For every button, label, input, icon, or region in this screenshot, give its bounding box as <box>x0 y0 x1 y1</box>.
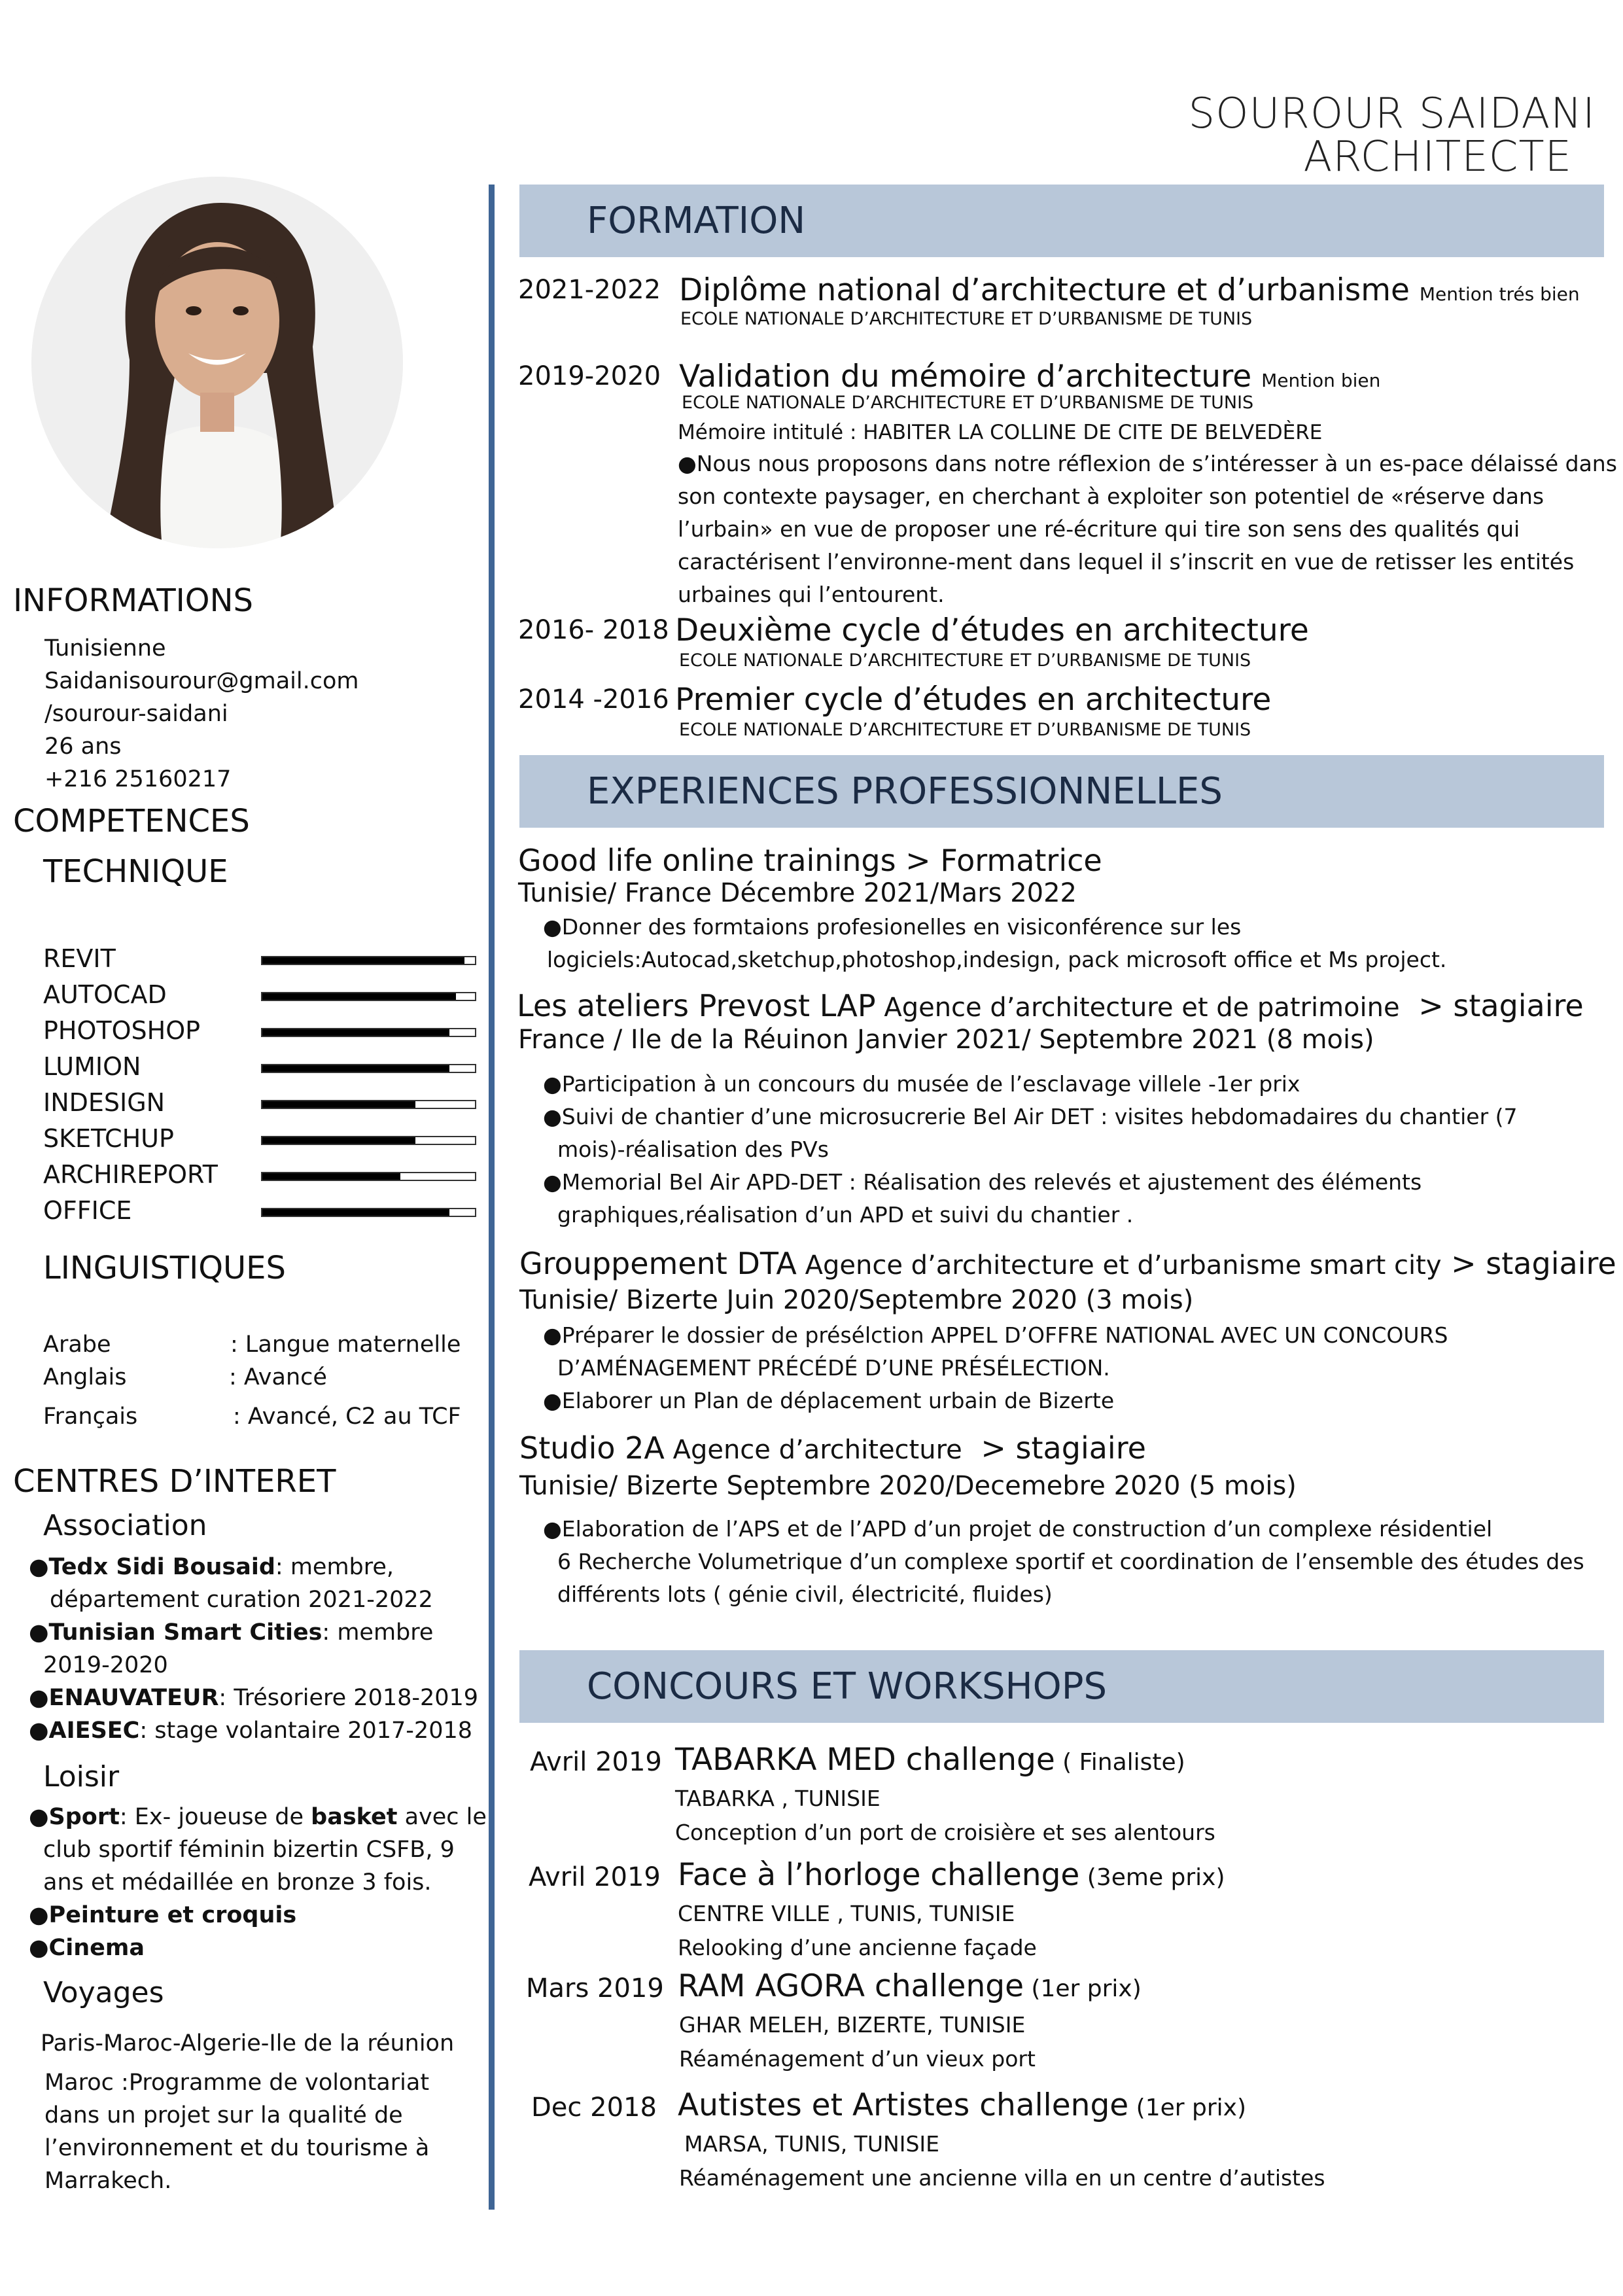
language-name: Français <box>43 1404 138 1430</box>
linguistiques-title: LINGUISTIQUES <box>43 1250 286 1286</box>
concours-desc: Réaménagement une ancienne villa en un centre d’autistes <box>679 2165 1325 2191</box>
concours-title: TABARKA MED challenge ( Finaliste) <box>675 1742 1185 1778</box>
skill-bar-fill <box>262 1029 449 1036</box>
formation-school: ECOLE NATIONALE D’ARCHITECTURE ET D’URBANISME DE TUNIS <box>682 393 1254 413</box>
association-item: ●Tunisian Smart Cities: membre <box>29 1619 434 1646</box>
association-item-cont: département curation 2021-2022 <box>50 1587 433 1613</box>
loisir-sport-cont: club sportif féminin bizertin CSFB, 9 <box>43 1837 455 1863</box>
skill-bar <box>261 1028 476 1037</box>
skill-bar <box>261 1100 476 1109</box>
concours-title: CONCOURS ET WORKSHOPS <box>587 1665 1108 1708</box>
info-nationality: Tunisienne <box>44 635 166 662</box>
job-bullet: ●Préparer le dossier de présélction APPEL D’OFFRE NATIONAL AVEC UN CONCOURS <box>543 1322 1448 1348</box>
formation-year: 2016- 2018 <box>518 615 669 645</box>
loisir-sport: ●Sport: Ex- joueuse de basket avec le <box>29 1804 487 1830</box>
voyages-countries: Paris-Maroc-Algerie-Ile de la réunion <box>41 2030 455 2057</box>
job-place: France / Ile de la Réuinon Janvier 2021/ Septembre 2021 (8 mois) <box>518 1025 1374 1055</box>
concours-place: MARSA, TUNIS, TUNISIE <box>684 2131 940 2157</box>
voyages-text: Maroc :Programme de volontariat <box>44 2070 430 2096</box>
concours-banner <box>519 1650 1604 1723</box>
job-bullet: D’AMÉNAGEMENT PRÉCÉDÉ D’UNE PRÉSÉLECTION. <box>557 1355 1110 1381</box>
interets-title: CENTRES D’INTERET <box>13 1463 336 1500</box>
formation-school: ECOLE NATIONALE D’ARCHITECTURE ET D’URBANISME DE TUNIS <box>680 309 1253 329</box>
job-place: Tunisie/ Bizerte Septembre 2020/Decemebre 2020 (5 mois) <box>519 1471 1297 1501</box>
skill-name: OFFICE <box>43 1196 132 1225</box>
memoire-desc: l’urbain» en vue de proposer une ré-écriture qui tire son sens des qualités qui <box>678 516 1520 542</box>
concours-place: CENTRE VILLE , TUNIS, TUNISIE <box>678 1901 1015 1926</box>
formation-degree: Deuxième cycle d’études en architecture <box>675 612 1309 648</box>
info-age: 26 ans <box>44 733 122 760</box>
job-company: Studio 2A Agence d’architecture > stagiaire <box>519 1430 1146 1466</box>
language-level: : Avancé <box>229 1364 327 1390</box>
info-linkedin[interactable]: /sourour-saidani <box>44 701 228 727</box>
language-level: : Langue maternelle <box>230 1332 461 1358</box>
profile-photo <box>31 177 403 548</box>
formation-degree: Premier cycle d’études en architecture <box>675 682 1272 718</box>
job-bullet: graphiques,réalisation d’un APD et suivi du chantier . <box>557 1202 1134 1227</box>
association-title: Association <box>43 1509 207 1542</box>
loisir-sport-cont: ans et médaillée en bronze 3 fois. <box>43 1869 432 1896</box>
skill-name: REVIT <box>43 944 116 973</box>
association-item-cont: 2019-2020 <box>43 1652 168 1678</box>
formation-school: ECOLE NATIONALE D’ARCHITECTURE ET D’URBANISME DE TUNIS <box>679 720 1251 740</box>
header-role: ARCHITECTE <box>1303 133 1572 181</box>
job-place: Tunisie/ Bizerte Juin 2020/Septembre 2020 (3 mois) <box>519 1285 1194 1315</box>
association-item: ●Tedx Sidi Bousaid: membre, <box>29 1554 394 1580</box>
skill-bar-fill <box>262 957 464 964</box>
memoire-title: Mémoire intitulé : HABITER LA COLLINE DE CITE DE BELVEDÈRE <box>678 421 1323 444</box>
job-bullet: ●Elaboration de l’APS et de l’APD d’un projet de construction d’un complexe résidentiel <box>543 1516 1493 1542</box>
skill-bar-fill <box>262 1173 400 1180</box>
concours-desc: Réaménagement d’un vieux port <box>679 2046 1036 2072</box>
job-place: Tunisie/ France Décembre 2021/Mars 2022 <box>518 878 1077 908</box>
formation-degree: Diplôme national d’architecture et d’urbanisme Mention trés bien <box>679 272 1580 308</box>
skill-bar <box>261 956 476 965</box>
job-bullet: ●Suivi de chantier d’une microsucrerie Bel Air DET : visites hebdomadaires du chantier (7 <box>543 1104 1518 1129</box>
concours-title: Face à l’horloge challenge (3eme prix) <box>678 1857 1225 1893</box>
job-bullet: mois)-réalisation des PVs <box>557 1137 829 1162</box>
voyages-title: Voyages <box>43 1976 164 2009</box>
formation-year: 2014 -2016 <box>518 684 669 715</box>
memoire-desc: urbaines qui l’entourent. <box>678 582 945 607</box>
header-name: SOUROUR SAIDANI <box>1188 90 1596 138</box>
formation-banner <box>519 185 1604 257</box>
skill-bar-fill <box>262 993 456 1000</box>
skill-name: ARCHIREPORT <box>43 1160 218 1189</box>
column-divider <box>489 185 495 2210</box>
skill-bar <box>261 1172 476 1181</box>
job-bullet: ●Elaborer un Plan de déplacement urbain de Bizerte <box>543 1388 1115 1413</box>
voyages-text: l’environnement et du tourisme à <box>44 2135 430 2161</box>
competences-title: COMPETENCES <box>13 803 250 839</box>
formation-title: FORMATION <box>587 200 806 242</box>
skill-bar <box>261 1064 476 1073</box>
association-item: ●ENAUVATEUR: Trésoriere 2018-2019 <box>29 1685 479 1711</box>
concours-place: GHAR MELEH, BIZERTE, TUNISIE <box>679 2012 1026 2038</box>
memoire-desc: caractérisent l’environne-ment dans lequel il s’inscrit en vue de retisser les entités <box>678 549 1575 574</box>
skill-bar <box>261 992 476 1001</box>
memoire-desc: ●Nous nous proposons dans notre réflexion de s’intéresser à un es-pace délaissé dans <box>678 451 1617 476</box>
job-bullet: ●Participation à un concours du musée de l’esclavage villele -1er prix <box>543 1071 1300 1097</box>
language-name: Arabe <box>43 1332 111 1358</box>
skill-bar-fill <box>262 1101 415 1108</box>
skill-bar-fill <box>262 1065 449 1072</box>
concours-desc: Conception d’un port de croisière et ses alentours <box>675 1820 1215 1845</box>
concours-date: Avril 2019 <box>529 1862 661 1892</box>
job-company: Grouppement DTA Agence d’architecture et d’urbanisme smart city > stagiaire <box>519 1246 1616 1281</box>
concours-date: Avril 2019 <box>530 1747 662 1777</box>
job-bullet: logiciels:Autocad,sketchup,photoshop,indesign, pack microsoft office et Ms project. <box>547 947 1447 972</box>
job-company: Good life online trainings > Formatrice <box>518 843 1102 878</box>
loisir-item: ●Cinema <box>29 1935 145 1961</box>
formation-year: 2019-2020 <box>518 361 661 391</box>
loisir-item: ●Peinture et croquis <box>29 1902 297 1928</box>
voyages-text: dans un projet sur la qualité de <box>44 2102 403 2128</box>
info-phone: +216 25160217 <box>44 766 232 792</box>
profile-photo-illustration <box>31 177 403 548</box>
experiences-title: EXPERIENCES PROFESSIONNELLES <box>587 770 1223 813</box>
skill-name: INDESIGN <box>43 1088 166 1117</box>
formation-school: ECOLE NATIONALE D’ARCHITECTURE ET D’URBANISME DE TUNIS <box>679 650 1251 671</box>
concours-title: RAM AGORA challenge (1er prix) <box>678 1968 1142 2004</box>
technique-title: TECHNIQUE <box>43 853 228 890</box>
concours-title: Autistes et Artistes challenge (1er prix) <box>678 2087 1246 2123</box>
job-bullet: 6 Recherche Volumetrique d’un complexe sportif et coordination de l’ensemble des études des <box>557 1549 1584 1574</box>
language-name: Anglais <box>43 1364 127 1390</box>
job-bullet: différents lots ( génie civil, électricité, fluides) <box>557 1581 1053 1607</box>
job-bullet: ●Donner des formtaions profesionelles en visiconférence sur les <box>543 914 1242 940</box>
skill-bar-fill <box>262 1137 415 1144</box>
skill-bar <box>261 1208 476 1217</box>
job-bullet: ●Memorial Bel Air APD-DET : Réalisation des relevés et ajustement des éléments <box>543 1169 1422 1195</box>
skill-name: LUMION <box>43 1052 141 1081</box>
skill-name: AUTOCAD <box>43 980 167 1009</box>
experiences-banner <box>519 755 1604 828</box>
association-item: ●AIESEC: stage volantaire 2017-2018 <box>29 1718 473 1744</box>
language-level: : Avancé, C2 au TCF <box>233 1404 461 1430</box>
formation-year: 2021-2022 <box>518 275 661 305</box>
informations-title: INFORMATIONS <box>13 582 253 619</box>
concours-place: TABARKA , TUNISIE <box>675 1786 881 1811</box>
skill-name: SKETCHUP <box>43 1124 174 1153</box>
memoire-desc: son contexte paysager, en cherchant à exploiter son potentiel de «réserve dans <box>678 484 1544 509</box>
info-email[interactable]: Saidanisourour@gmail.com <box>44 668 359 694</box>
formation-degree: Validation du mémoire d’architecture Mention bien <box>679 359 1381 395</box>
skill-name: PHOTOSHOP <box>43 1016 201 1045</box>
loisir-title: Loisir <box>43 1760 120 1793</box>
skill-bar <box>261 1136 476 1145</box>
concours-date: Mars 2019 <box>526 1973 664 2004</box>
concours-date: Dec 2018 <box>531 2093 657 2123</box>
concours-desc: Relooking d’une ancienne façade <box>678 1935 1037 1960</box>
skill-bar-fill <box>262 1209 449 1216</box>
job-company: Les ateliers Prevost LAP Agence d’architecture et de patrimoine > stagiaire <box>517 988 1584 1023</box>
voyages-text: Marrakech. <box>44 2168 172 2194</box>
